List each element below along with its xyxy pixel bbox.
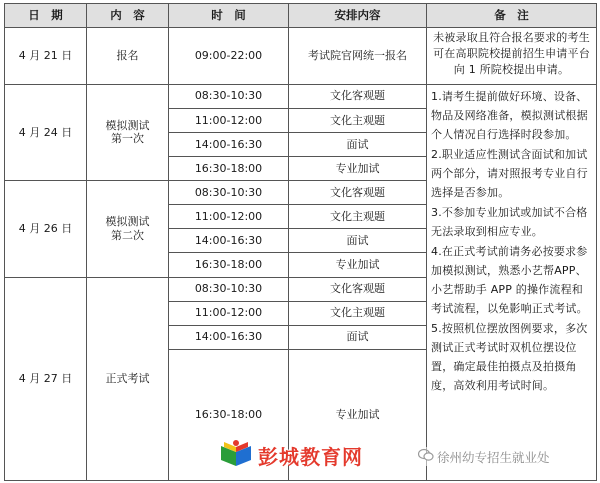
arrangement-cell: 文化主观题 (289, 205, 427, 229)
arrangement-cell: 文化客观题 (289, 277, 427, 301)
arrangement-cell: 文化主观题 (289, 108, 427, 132)
date-cell: 4 月 26 日 (5, 181, 87, 277)
wechat-account-name: 徐州幼专招生就业处 (437, 449, 550, 465)
remark-paragraph: 5.按照机位摆放图例要求，多次测试正式考试时双机位摆设位置，确定最佳拍摄点及拍摄角度，高效利用考试时间。 (431, 321, 588, 392)
time-cell: 14:00-16:30 (169, 325, 289, 349)
book-logo-icon (218, 438, 254, 472)
time-cell: 11:00-12:00 (169, 301, 289, 325)
date-cell: 4 月 21 日 (5, 28, 87, 85)
arrangement-cell: 专业加试 (289, 157, 427, 181)
time-cell: 16:30-18:00 (169, 157, 289, 181)
time-cell: 14:00-16:30 (169, 229, 289, 253)
remarks-block (427, 84, 597, 480)
wechat-icon (418, 447, 434, 466)
header-time: 时 间 (169, 4, 289, 28)
arrangement-cell: 文化客观题 (289, 181, 427, 205)
wechat-watermark (418, 447, 550, 466)
header-remarks: 备 注 (427, 4, 597, 28)
header-arrangement: 安排内容 (289, 4, 427, 28)
table-row (5, 84, 597, 108)
date-cell: 4 月 27 日 (5, 277, 87, 480)
arrangement-cell: 考试院官网统一报名 (289, 28, 427, 85)
arrangement-cell: 专业加试 (289, 253, 427, 277)
arrangement-cell: 面试 (289, 132, 427, 156)
time-cell: 16:30-18:00 (169, 349, 289, 480)
arrangement-cell: 文化主观题 (289, 301, 427, 325)
header-date: 日 期 (5, 4, 87, 28)
header-row (5, 4, 597, 28)
remark-paragraph: 2.职业适应性测试含面试和加试两个部分，请对照报考专业自行选择是否参加。 (431, 147, 588, 199)
time-cell: 08:30-10:30 (169, 277, 289, 301)
time-cell: 16:30-18:00 (169, 253, 289, 277)
brand-name: 彭城教育网 (258, 444, 363, 469)
table-row (5, 28, 597, 85)
arrangement-cell: 面试 (289, 229, 427, 253)
content-cell: 报名 (87, 28, 169, 85)
remark-cell: 未被录取且符合报名要求的考生可在高职院校提前招生申请平台向 1 所院校提出申请。 (427, 28, 597, 85)
time-cell: 14:00-16:30 (169, 132, 289, 156)
remark-paragraph: 3.不参加专业加试或加试不合格无法录取到相应专业。 (431, 205, 588, 238)
content-cell: 正式考试 (87, 277, 169, 480)
arrangement-cell: 面试 (289, 325, 427, 349)
header-content: 内 容 (87, 4, 169, 28)
arrangement-cell: 专业加试 (289, 349, 427, 480)
content-cell: 模拟测试 第一次 (87, 84, 169, 180)
arrangement-cell: 文化客观题 (289, 84, 427, 108)
time-cell: 08:30-10:30 (169, 181, 289, 205)
brand-watermark (218, 435, 363, 475)
remark-paragraph: 1.请考生提前做好环境、设备、物品及网络准备，模拟测试根据个人情况自行选择时段参加。 (431, 89, 588, 141)
date-cell: 4 月 24 日 (5, 84, 87, 180)
time-cell: 09:00-22:00 (169, 28, 289, 85)
schedule-table (4, 3, 597, 481)
time-cell: 11:00-12:00 (169, 108, 289, 132)
time-cell: 11:00-12:00 (169, 205, 289, 229)
remark-paragraph: 4.在正式考试前请务必按要求参加模拟测试，熟悉小艺帮APP、小艺帮助手 APP 的操作流程和考试流程，以免影响正式考试。 (431, 244, 588, 315)
time-cell: 08:30-10:30 (169, 84, 289, 108)
content-cell: 模拟测试 第二次 (87, 181, 169, 277)
